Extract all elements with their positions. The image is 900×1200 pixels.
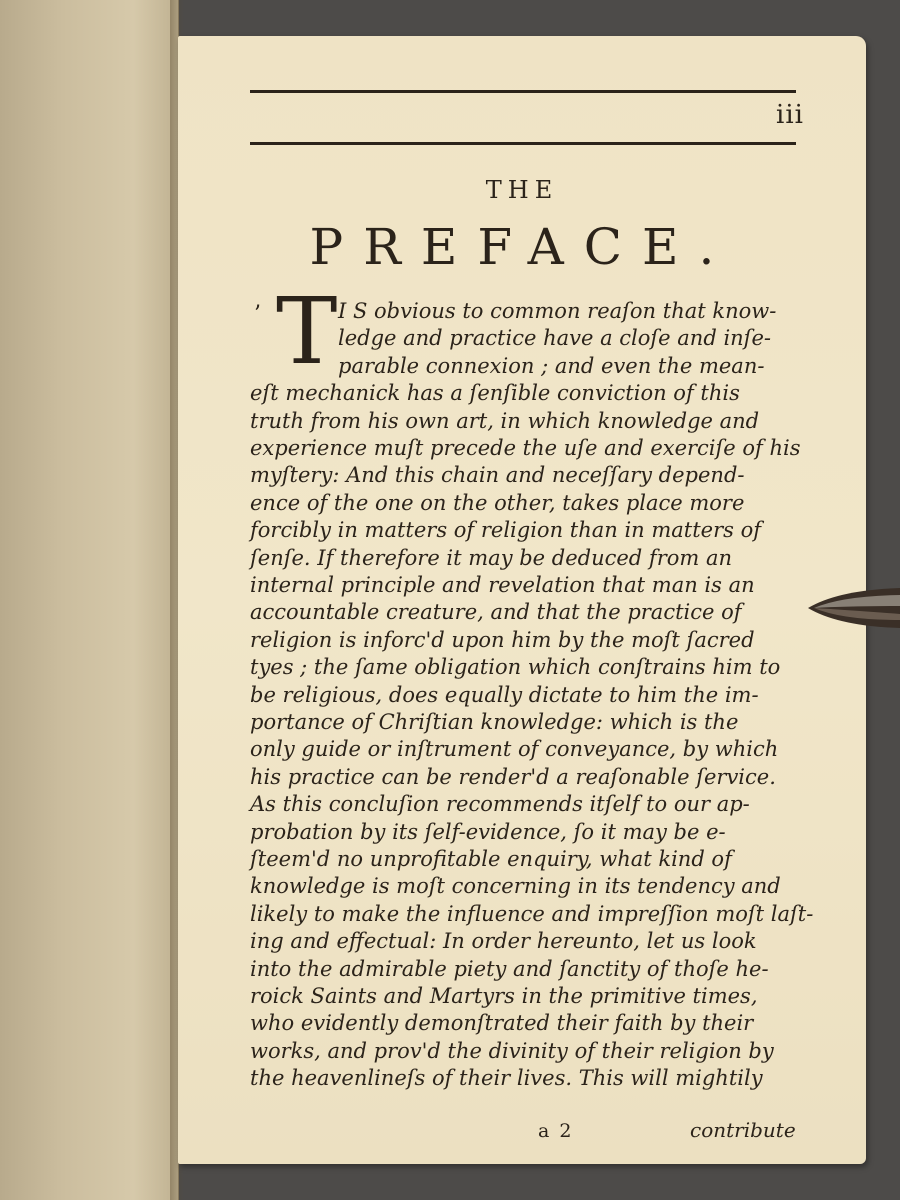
text-line: be religious, does equally dictate to him the im- (250, 682, 759, 707)
text-line: internal principle and revelation that man is an (250, 573, 755, 597)
text-line: ledge and practice have a cloſe and inſe- (338, 326, 771, 351)
text-line: eſt mechanick has a ſenſible conviction of this (250, 381, 740, 406)
catchword: contribute (690, 1118, 796, 1142)
heading-preface: PREFACE. (309, 218, 735, 276)
text-line: ing and effectual: In order hereunto, let us look (250, 929, 757, 954)
text-line: religion is inforc'd upon him by the moſt ſacred (250, 627, 755, 652)
text-line: ſenſe. If therefore it may be deduced from an (250, 545, 733, 570)
text-line: experience muſt precede the uſe and exerciſe of his (250, 436, 801, 460)
text-line: myſtery: And this chain and neceſſary depend- (250, 463, 745, 488)
header-rule-bottom (250, 142, 796, 145)
bookmark-pointer-icon (808, 586, 900, 630)
text-line: ſteem'd no unprofitable enquiry, what kind of (250, 847, 732, 871)
text-line: accountable creature, and that the practice of (250, 600, 742, 625)
text-line: I S obvious to common reaſon that know- (338, 299, 777, 323)
signature-mark: a 2 (538, 1120, 574, 1142)
header-rule-top (250, 90, 796, 93)
text-line: who evidently demonſtrated their faith by their (250, 1011, 754, 1036)
text-line: knowledge is moſt concerning in its tendency and (250, 874, 781, 899)
heading-the: THE (485, 176, 559, 204)
text-line: forcibly in matters of religion than in matters of (250, 518, 762, 543)
apostrophe-mark: ’ (254, 302, 261, 327)
text-line: parable connexion ; and even the mean- (338, 353, 765, 378)
drop-cap: T (276, 278, 338, 385)
text-line: As this concluſion recommends itſelf to our ap- (250, 792, 750, 817)
text-line: truth from his own art, in which knowledge and (250, 408, 760, 433)
text-line: ence of the one on the other, takes place more (250, 490, 745, 515)
text-line: the heavenlineſs of their lives. This will mightily (250, 1066, 763, 1091)
text-line: only guide or inſtrument of conveyance, by which (250, 737, 779, 762)
text-line: portance of Chriſtian knowledge: which is the (250, 710, 739, 734)
text-line: likely to make the influence and impreſſion moſt laſt- (250, 901, 814, 926)
text-line: roick Saints and Martyrs in the primitive times, (250, 984, 758, 1008)
text-line: tyes ; the ſame obligation which conſtrains him to (250, 655, 781, 680)
text-line: into the admirable piety and ſanctity of thoſe he- (250, 956, 769, 981)
right-page (178, 36, 866, 1164)
text-line: probation by its ſelf-evidence, ſo it may be e- (250, 819, 726, 844)
page-number: iii (776, 100, 804, 130)
left-page (0, 0, 179, 1200)
text-line: works, and prov'd the divinity of their religion by (250, 1038, 774, 1063)
text-line: his practice can be render'd a reaſonable ſervice. (250, 764, 776, 789)
